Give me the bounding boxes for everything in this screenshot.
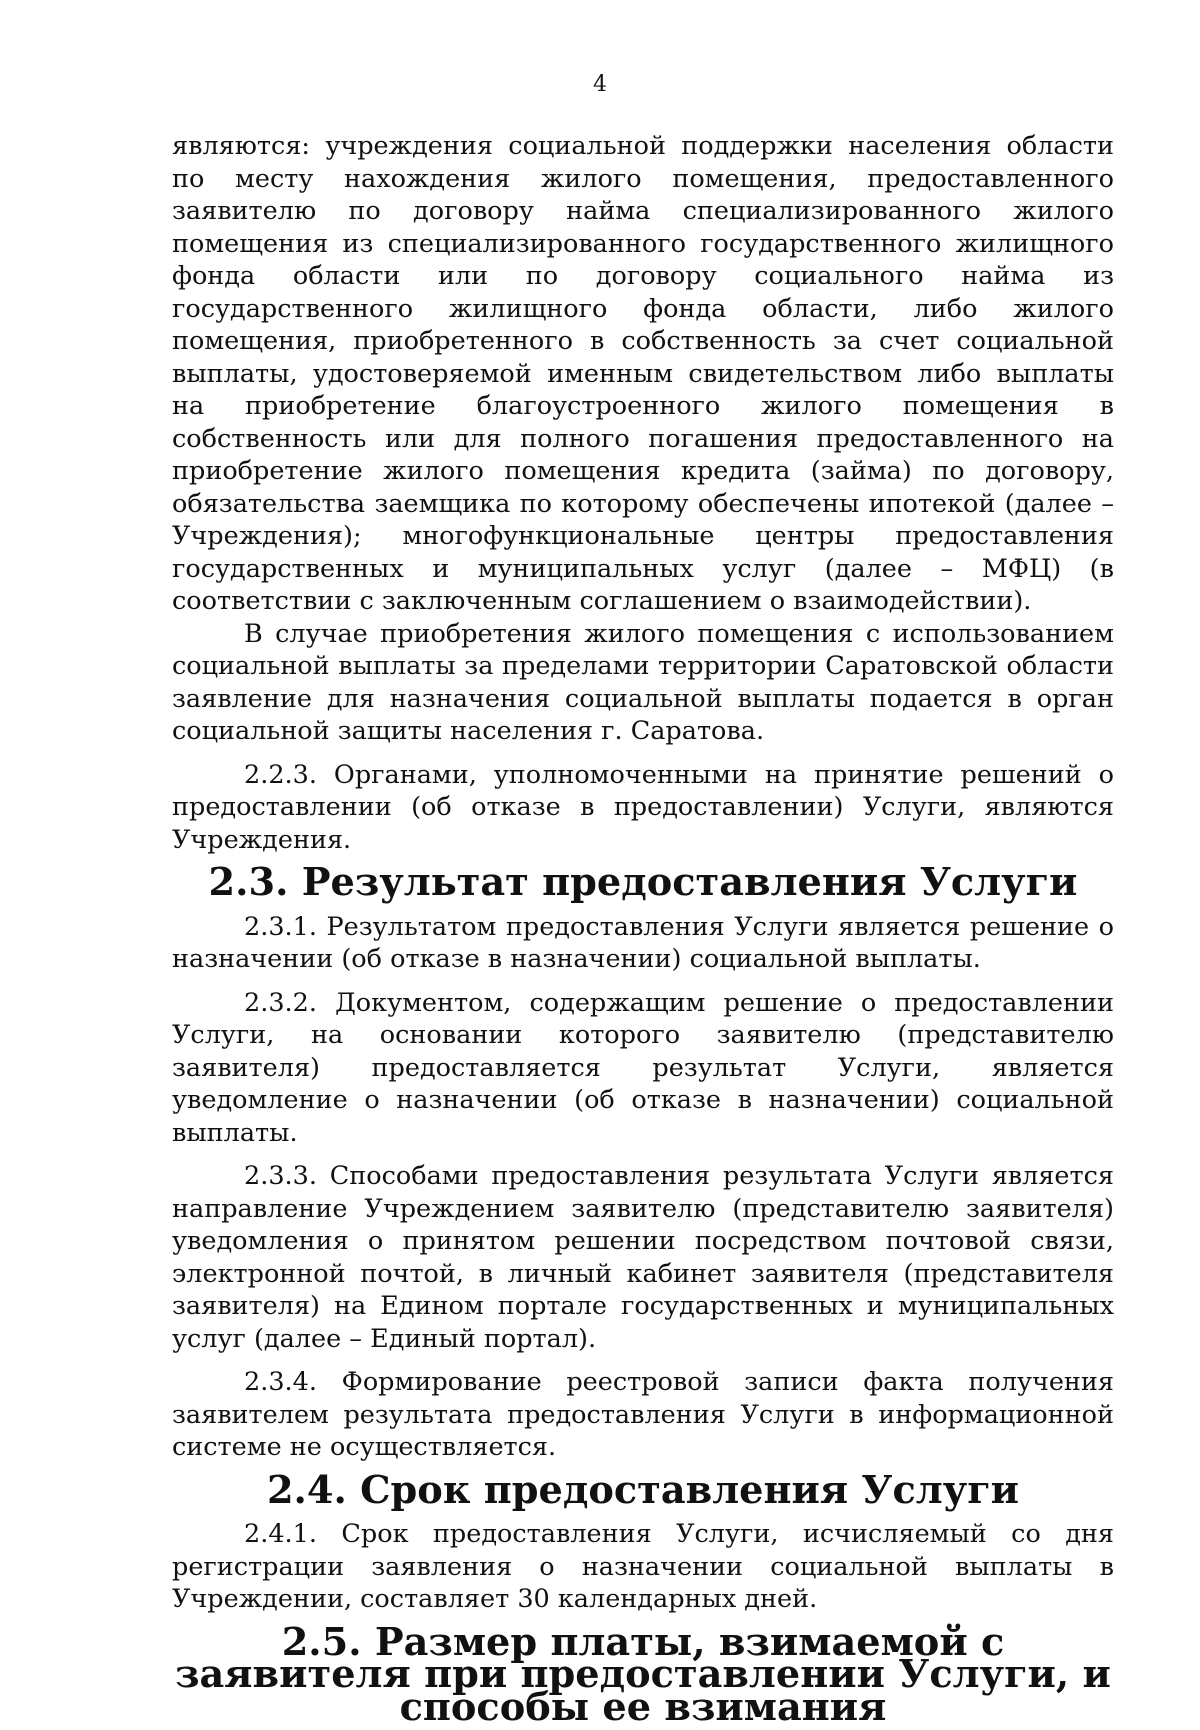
paragraph-institutions: являются: учреждения социальной поддержки населения области по месту нахождения жилого помещения, предоставленного заявителю по договору найма специализированного жилого помещения из специализированного государственного жилищного фонда области или по договору социального найма из государственного жилищного фонда области, либо жилого помещения, приобретенного в собственность за счет социальной выплаты, удостоверяемой именным свидетельством либо выплаты на приобретение благоустроенного жилого помещения в собственность или для полного погашения предоставленного на приобретение жилого помещения кредита (займа) по договору, обязательства заемщика по которому обеспечены ипотекой (далее – Учреждения); многофункциональные центры предоставления государственных и муниципальных услуг (далее – МФЦ) (в соответствии с заключенным соглашением о взаимодействии). xyxy=(172,131,1114,616)
paragraph-outside-region: В случае приобретения жилого помещения с использованием социальной выплаты за пределами территории Саратовской области заявление для назначения социальной выплаты подается в орган социальной защиты населения г. Саратова. xyxy=(172,618,1114,746)
page-number: 4 xyxy=(593,72,607,97)
section-heading-2-4: 2.4. Срок предоставления Услуги xyxy=(266,1467,1020,1513)
paragraph-2-3-4: 2.3.4. Формирование реестровой записи факта получения заявителем результата предоставления Услуги в информационной системе не осуществляется. xyxy=(172,1367,1114,1462)
paragraph-2-3-3: 2.3.3. Способами предоставления результата Услуги является направление Учреждением заявителю (представителю заявителя) уведомления о принятом решении посредством почтовой связи, электронной почтой, в личный кабинет заявителя (представителя заявителя) на Едином портале государственных и муниципальных услуг (далее – Единый портал). xyxy=(172,1161,1114,1354)
section-heading-2-3: 2.3. Результат предоставления Услуги xyxy=(208,860,1078,905)
paragraph-2-3-2: 2.3.2. Документом, содержащим решение о предоставлении Услуги, на основании которого заявителю (представителю заявителя) предоставляется результат Услуги, является уведомление о назначении (об отказе в назначении) социальной выплаты. xyxy=(172,987,1114,1148)
paragraph-2-4-1: 2.4.1. Срок предоставления Услуги, исчисляемый со дня регистрации заявления о назначении социальной выплаты в Учреждении, составляет 30 календарных дней. xyxy=(172,1519,1114,1614)
paragraph-2-3-1: 2.3.1. Результатом предоставления Услуги является решение о назначении (об отказе в назначении) социальной выплаты. xyxy=(172,911,1114,974)
paragraph-2-2-3: 2.2.3. Органами, уполномоченными на принятие решений о предоставлении (об отказе в предоставлении) Услуги, являются Учреждения. xyxy=(172,759,1114,855)
section-heading-2-5: 2.5. Размер платы, взимаемой с заявителя при предоставлении Услуги, и способы ее взимания xyxy=(175,1619,1111,1730)
document-body xyxy=(172,130,1114,1730)
